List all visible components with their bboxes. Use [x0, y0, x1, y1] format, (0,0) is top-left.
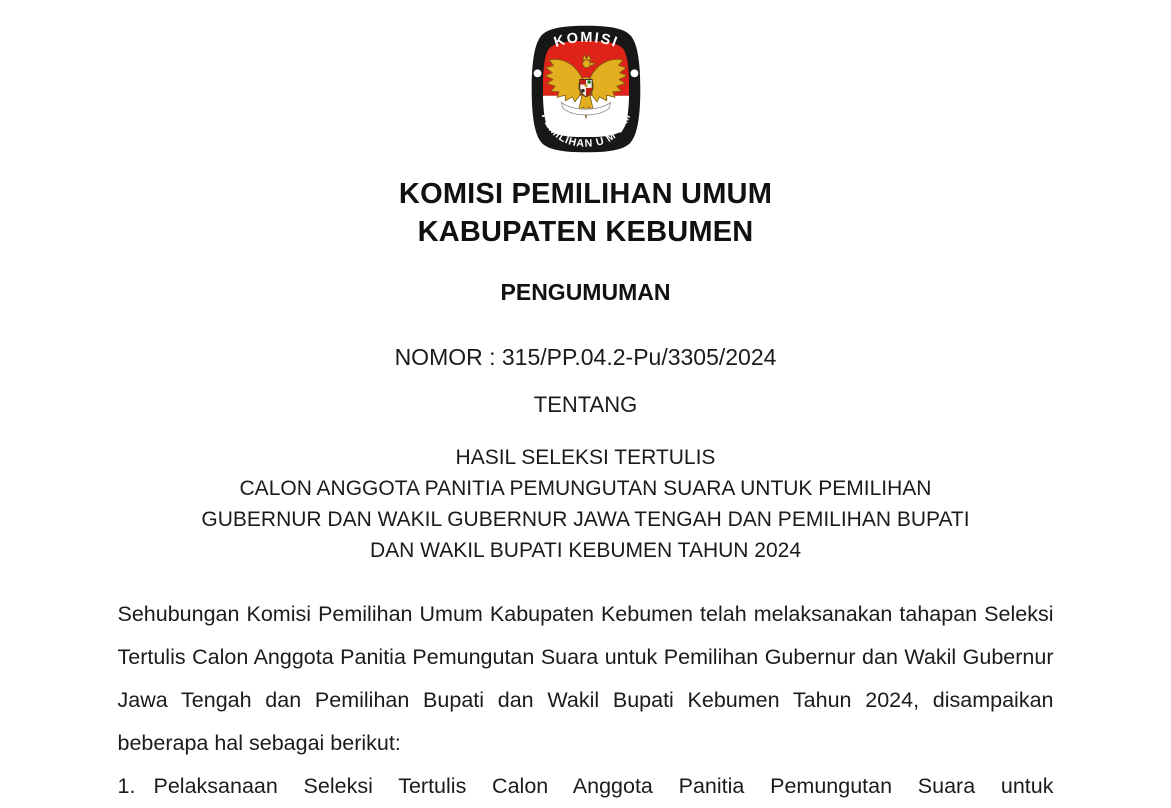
- logo-container: [118, 0, 1054, 159]
- list-item-1: [118, 765, 1054, 808]
- subject-line-2: CALON ANGGOTA PANITIA PEMUNGUTAN SUARA UNTUK PEMILIHAN: [239, 477, 932, 500]
- logo-top-text: KOMISI: [551, 29, 621, 52]
- opening-paragraph: Sehubungan Komisi Pemilihan Umum Kabupaten Kebumen telah melaksanakan tahapan Seleksi Tertulis Calon Anggota Panitia Pemungutan Suara untuk Pemilihan Gubernur dan Wakil Gubernur Jawa Tengah dan Pemilihan Bupati dan Wakil Bupati Kebumen Tahun 2024, disampaikan beberapa hal sebagai berikut:: [117, 602, 1054, 755]
- subject-line-4: DAN WAKIL BUPATI KEBUMEN TAHUN 2024: [370, 539, 801, 562]
- list-item-number: 1.: [117, 774, 136, 798]
- announcement-document: [118, 0, 1054, 808]
- kpu-logo-icon: [530, 24, 642, 154]
- about-label: TENTANG: [533, 392, 638, 417]
- numbered-list: [118, 765, 1054, 808]
- subject-line-1: HASIL SELEKSI TERTULIS: [455, 446, 716, 469]
- list-item-text: Pelaksanaan Seleksi Tertulis Calon Anggota Panitia Pemungutan Suara untuk: [153, 774, 1054, 798]
- logo-left-dot: [533, 69, 541, 77]
- subject-title: [118, 442, 1054, 566]
- org-name-line2: KABUPATEN KEBUMEN: [417, 216, 754, 248]
- org-name-line1: KOMISI PEMILIHAN UMUM: [398, 178, 773, 210]
- logo-right-dot: [630, 69, 638, 77]
- document-type-title: PENGUMUMAN: [500, 279, 671, 305]
- document-number: NOMOR : 315/PP.04.2-Pu/3305/2024: [394, 344, 777, 370]
- logo-bottom-text: PEMILIHAN U M U M: [538, 111, 633, 150]
- subject-line-3: GUBERNUR DAN WAKIL GUBERNUR JAWA TENGAH DAN PEMILIHAN BUPATI: [201, 508, 970, 531]
- organization-name: [118, 175, 1054, 251]
